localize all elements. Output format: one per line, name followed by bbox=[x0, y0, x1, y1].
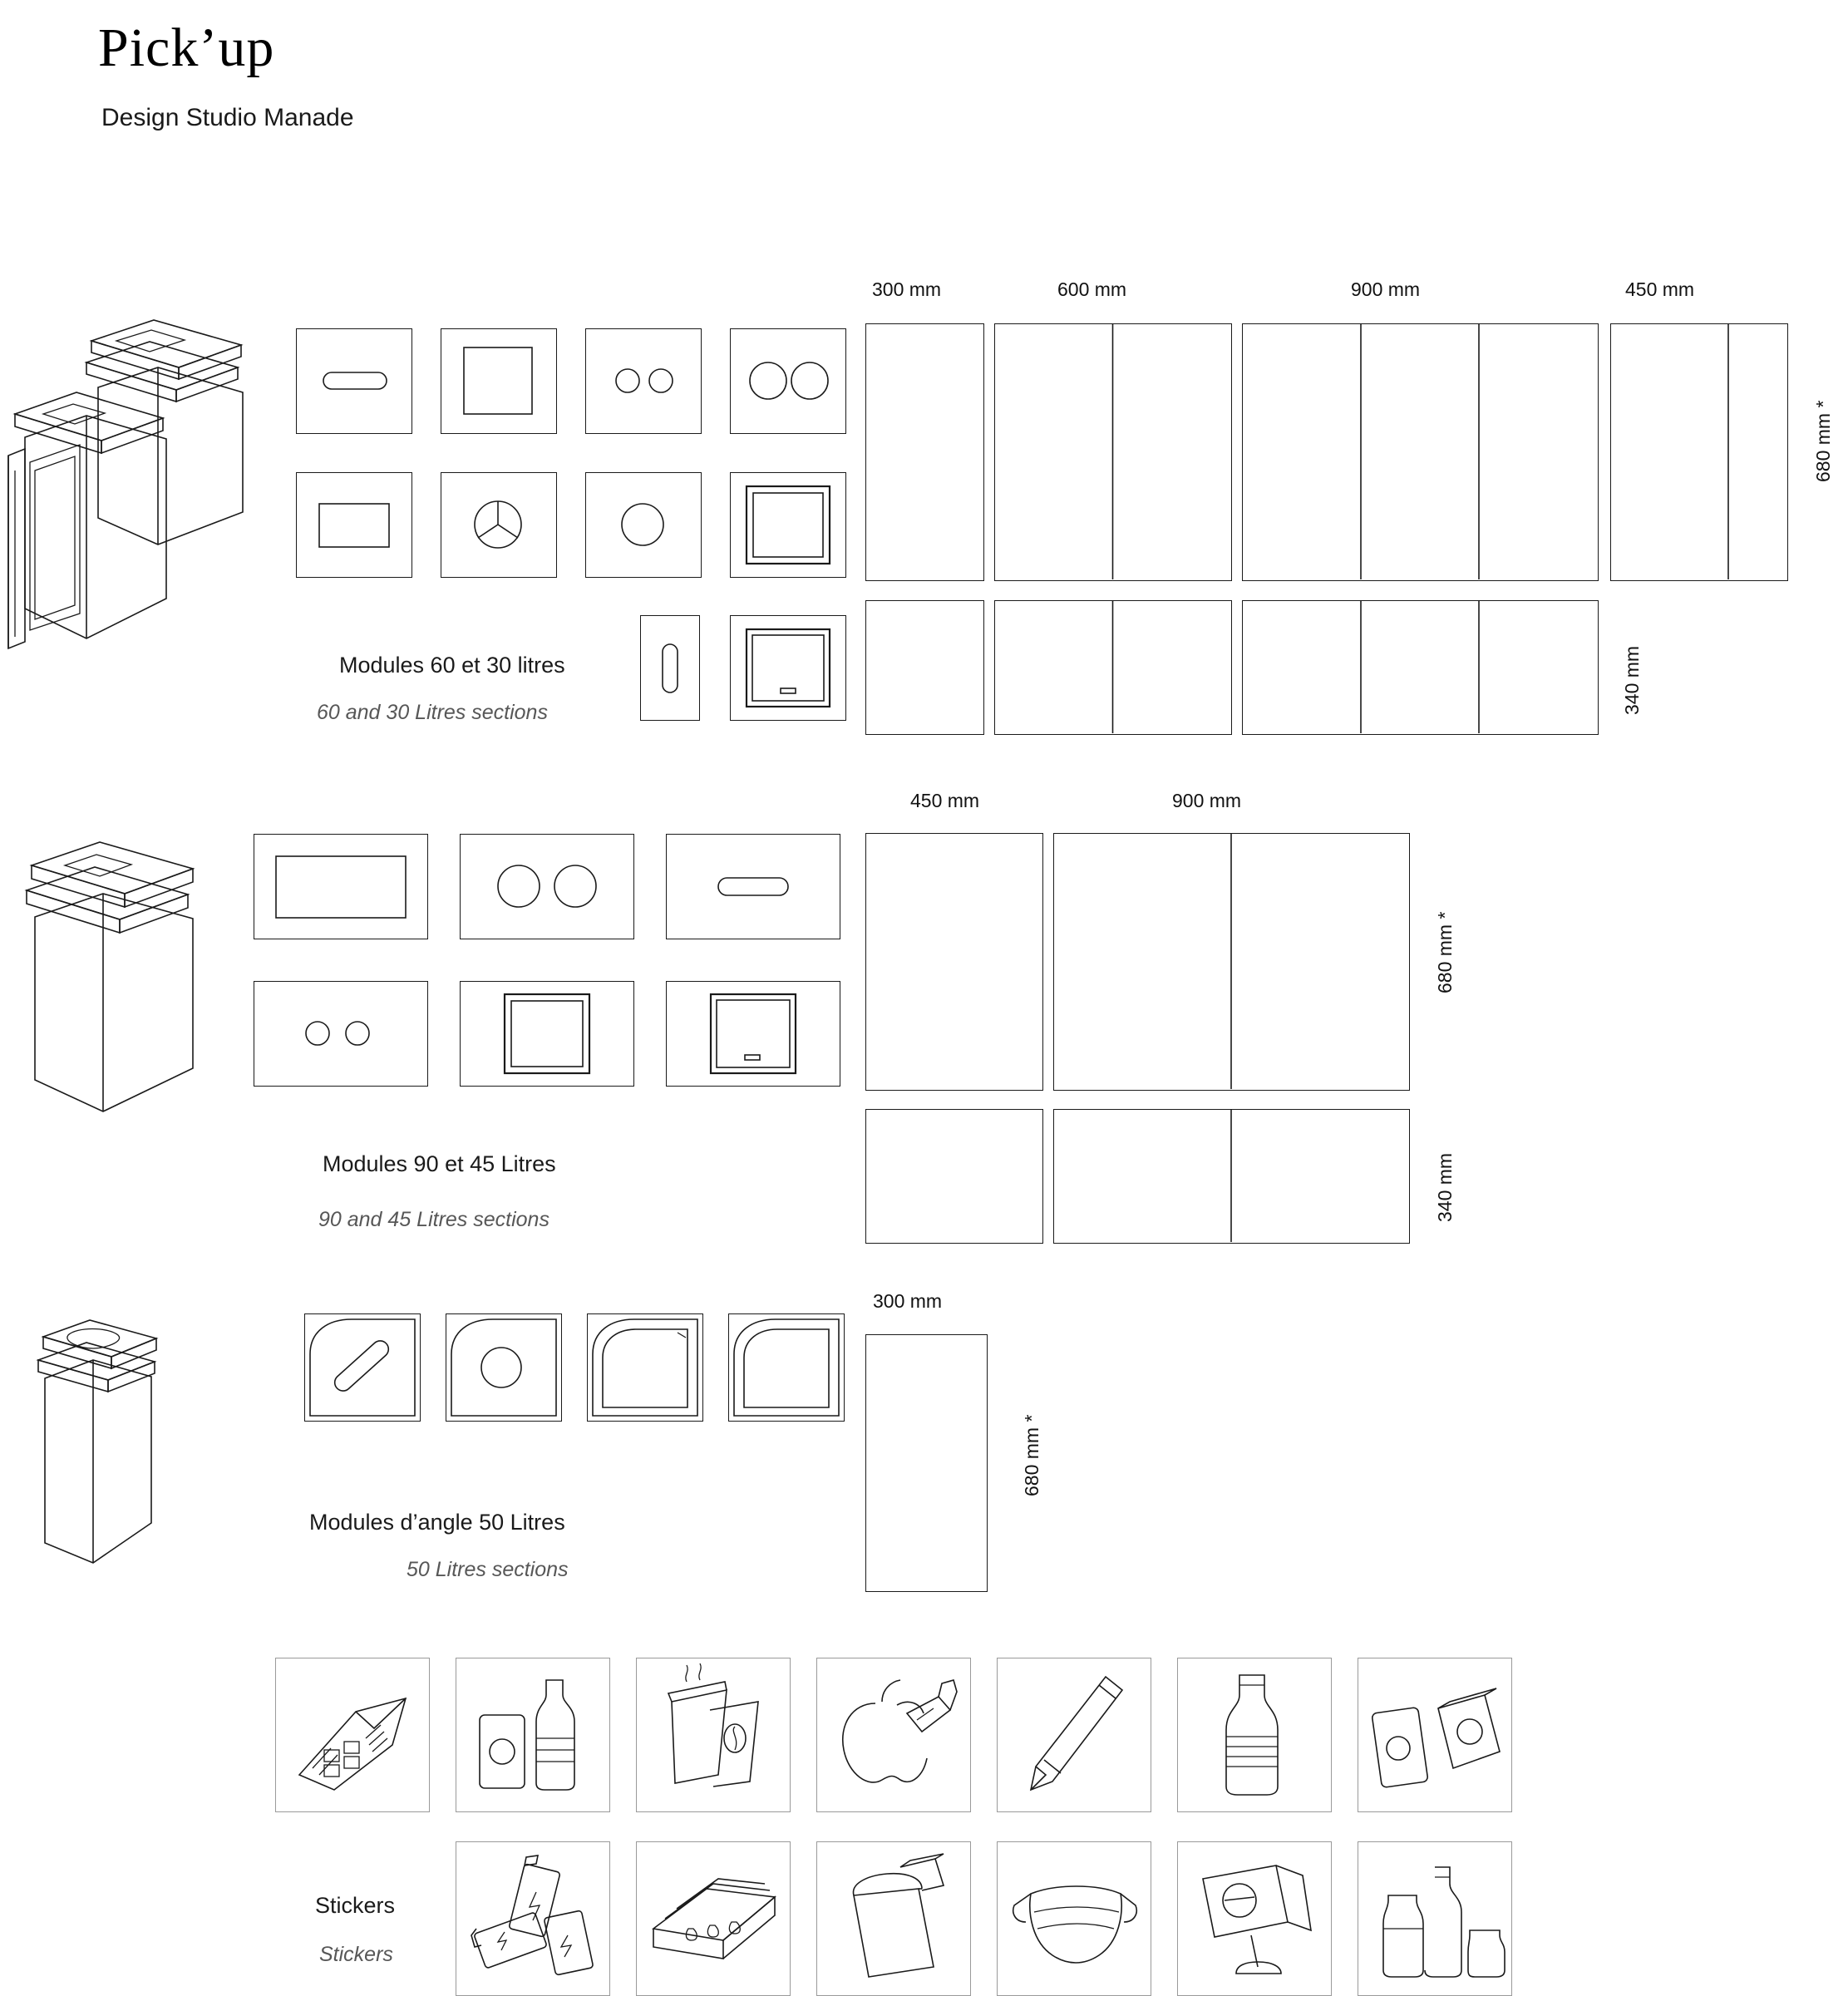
dimension-width-900: 900 mm bbox=[1351, 278, 1421, 300]
page-subtitle: Design Studio Manade bbox=[101, 104, 354, 131]
sticker-face-mask[interactable] bbox=[997, 1841, 1151, 1996]
lid-slot-horizontal[interactable] bbox=[666, 834, 840, 939]
sticker-general-waste[interactable] bbox=[816, 1841, 971, 1996]
dimension-width-900-group2: 900 mm bbox=[1172, 790, 1242, 811]
section-900x680-group2[interactable] bbox=[1053, 833, 1410, 1091]
dimension-width-450-group2: 450 mm bbox=[910, 790, 980, 811]
lid-flap-push[interactable] bbox=[730, 615, 846, 721]
section-900x340-group2[interactable] bbox=[1053, 1109, 1410, 1244]
dimension-width-300-group3: 300 mm bbox=[873, 1290, 943, 1312]
page-title: Pick’up bbox=[98, 17, 275, 78]
lid-flap-push[interactable] bbox=[666, 981, 840, 1087]
caption-modules-90-45-fr: Modules 90 et 45 Litres bbox=[323, 1151, 556, 1176]
dimension-width-600: 600 mm bbox=[1057, 278, 1127, 300]
dimension-width-450: 450 mm bbox=[1625, 278, 1695, 300]
lid-two-small-circles[interactable] bbox=[254, 981, 428, 1087]
caption-modules-60-30-fr: Modules 60 et 30 litres bbox=[339, 653, 565, 678]
section-600x680[interactable] bbox=[994, 323, 1232, 581]
lid-corner-flap[interactable] bbox=[728, 1313, 845, 1422]
caption-modules-angle-50-en: 50 Litres sections bbox=[407, 1558, 569, 1581]
sticker-plastic-bottle[interactable] bbox=[1177, 1658, 1332, 1812]
section-300x680-group3[interactable] bbox=[865, 1334, 988, 1592]
section-450x340-group2[interactable] bbox=[865, 1109, 1043, 1244]
lid-rectangle-opening[interactable] bbox=[254, 834, 428, 939]
lid-single-circle[interactable] bbox=[585, 472, 702, 578]
section-300x680[interactable] bbox=[865, 323, 984, 581]
lid-vertical-slot[interactable] bbox=[640, 615, 700, 721]
section-450x680[interactable] bbox=[1610, 323, 1788, 581]
lid-open-tray[interactable] bbox=[730, 472, 846, 578]
sticker-batteries[interactable] bbox=[456, 1841, 610, 1996]
caption-stickers-fr: Stickers bbox=[315, 1893, 396, 1918]
sticker-food-waste[interactable] bbox=[816, 1658, 971, 1812]
section-450x680-group2[interactable] bbox=[865, 833, 1043, 1091]
dimension-height-680-group1: 680 mm * bbox=[1812, 400, 1834, 482]
lid-open-tray[interactable] bbox=[460, 981, 634, 1087]
caption-stickers-en: Stickers bbox=[319, 1943, 393, 1966]
module-angle-50-isometric bbox=[25, 1297, 216, 1596]
sticker-can-bottle[interactable] bbox=[456, 1658, 610, 1812]
lid-rectangle-opening[interactable] bbox=[296, 472, 412, 578]
module-90-45-isometric bbox=[17, 819, 233, 1135]
section-600x340[interactable] bbox=[994, 600, 1232, 735]
lid-two-small-circles[interactable] bbox=[585, 328, 702, 434]
lid-square-opening[interactable] bbox=[441, 328, 557, 434]
dimension-height-340-group1: 340 mm bbox=[1621, 645, 1643, 715]
section-900x340[interactable] bbox=[1242, 600, 1599, 735]
sticker-cans-cartons[interactable] bbox=[1358, 1658, 1512, 1812]
section-300x340[interactable] bbox=[865, 600, 984, 735]
lid-two-large-circles[interactable] bbox=[460, 834, 634, 939]
sticker-coffee-cups[interactable] bbox=[636, 1658, 791, 1812]
lid-slot-horizontal[interactable] bbox=[296, 328, 412, 434]
section-900x680[interactable] bbox=[1242, 323, 1599, 581]
dimension-height-680-group3: 680 mm * bbox=[1021, 1414, 1042, 1496]
sticker-ink-cartridges[interactable] bbox=[636, 1841, 791, 1996]
caption-modules-60-30-en: 60 and 30 Litres sections bbox=[317, 701, 548, 724]
lid-corner-tray[interactable] bbox=[587, 1313, 703, 1422]
dimension-height-340-group2: 340 mm bbox=[1434, 1152, 1456, 1222]
caption-modules-90-45-en: 90 and 45 Litres sections bbox=[318, 1208, 549, 1231]
sticker-glass[interactable] bbox=[1358, 1841, 1512, 1996]
lid-corner-circle[interactable] bbox=[446, 1313, 562, 1422]
lid-corner-diagonal-slot[interactable] bbox=[304, 1313, 421, 1422]
dimension-height-680-group2: 680 mm * bbox=[1434, 911, 1456, 993]
module-60-30-isometric bbox=[0, 316, 266, 673]
sticker-paper-newspaper[interactable] bbox=[275, 1658, 430, 1812]
sticker-pen-pencil[interactable] bbox=[997, 1658, 1151, 1812]
dimension-width-300: 300 mm bbox=[872, 278, 942, 300]
caption-modules-angle-50-fr: Modules d’angle 50 Litres bbox=[309, 1510, 565, 1535]
lid-two-large-circles[interactable] bbox=[730, 328, 846, 434]
lid-cup-opening[interactable] bbox=[441, 472, 557, 578]
sticker-electronics[interactable] bbox=[1177, 1841, 1332, 1996]
